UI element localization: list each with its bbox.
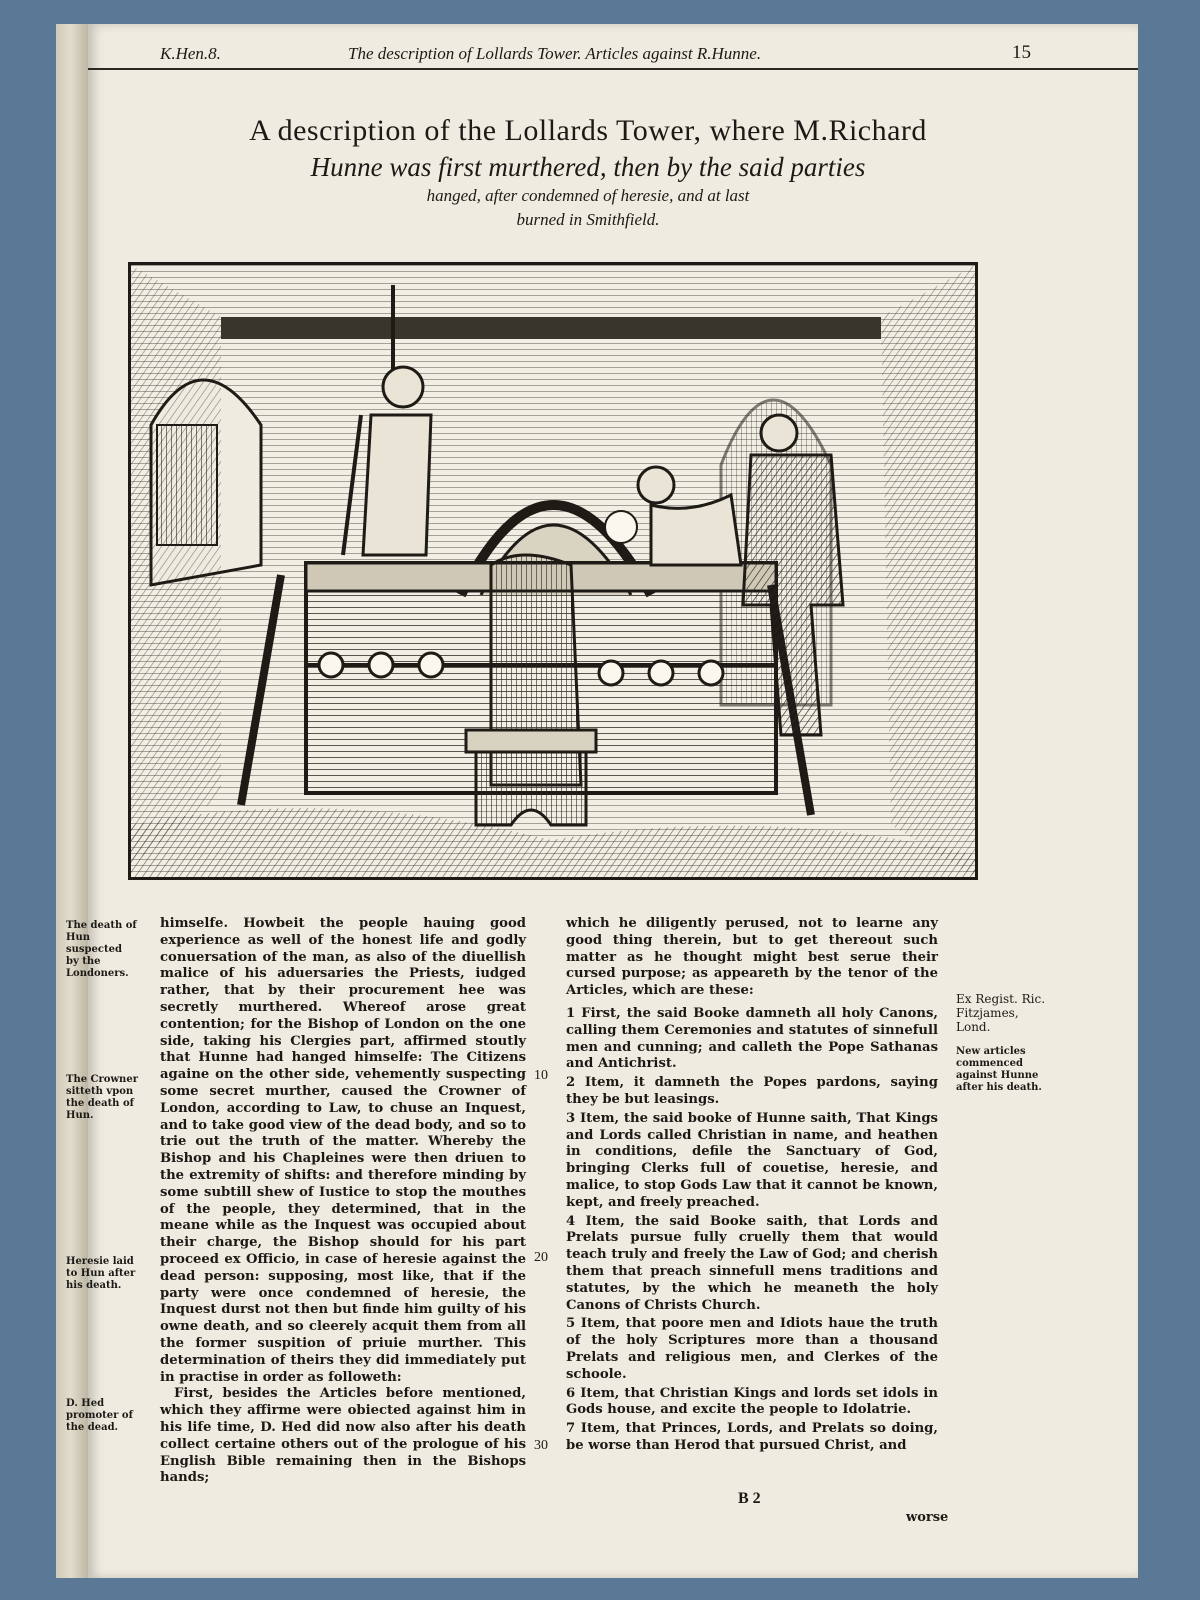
title-line-1: A description of the Lollards Tower, where M.Richard (249, 114, 927, 147)
line-number: 20 (534, 1250, 548, 1265)
catchword: worse (906, 1510, 949, 1525)
article-item: 5 Item, that poore men and Idiots haue the truth of the holy Scriptures more than a thousand Prelats and religious men, and Clerkes of the schoole. (566, 1316, 938, 1382)
margin-note-right: Ex Regist. Ric. Fitzjames, Lond. (956, 992, 1046, 1034)
paragraph: First, besides the Articles before mentioned, which they affirme were obiected against him in his life time, D. Hed did now also after his death collect certaine others out of the prologue of his English Bible remaining then in the Bishops hands; (160, 1386, 526, 1486)
paragraph: which he diligently perused, not to learne any good thing therein, but to get thereout such matter as he thought might best serue their cursed purpose; as appeareth by the tenor of the Articles, which are these: (566, 916, 938, 999)
page-number: 15 (1012, 42, 1031, 63)
margin-note-left: Heresie laid to Hun after his death. (66, 1256, 136, 1291)
margin-note-right: New articles commenced against Hunne after his death. (956, 1046, 1042, 1093)
page-title (148, 112, 1028, 232)
running-head-left: K.Hen.8. (160, 44, 221, 63)
paragraph: himselfe. Howbeit the people hauing good experience as well of the honest life and godly conuersation of the man, as also of the diuellish malice of his aduersaries the Priests, iudged rather, that by their procurement hee was secretly murthered. Whereof arose great contention; for the Bishop of London on the one side, taking his Clergies part, affirmed stoutly that Hunne had hanged himselfe: The Citizens againe on the other side, vehemently suspecting some secret murther, caused the Crowner of London, according to Law, to chuse an Inquest, and to take good view of the dead body, and so to trie out the truth of the matter. Whereby the Bishop and his Chapleines were then driuen to the extremity of shifts: and therefore minding by some subtill shew of Iustice to stop the mouthes of the people, they determined, that in the meane while as the Inquest was occupied about their charge, the Bishop should for his part proceed ex Officio, in case of heresie against the dead person: supposing, most like, that if the party were once condemned of heresie, the Inquest durst not then but finde him guilty of his owne death, and so cleerely acquit them from all the former suspition of priuie murther. This determination of theirs they did immediately put in practise in order as followeth: (160, 916, 526, 1385)
article-item: 1 First, the said Booke damneth all holy Canons, calling them Ceremonies and statutes of sinnefull men and cunning; and calleth the Pope Sathanas and Antichrist. (566, 1005, 938, 1072)
running-head (88, 34, 1138, 70)
title-line-2: Hunne was first murthered, then by the said parties (310, 152, 866, 182)
woodcut-illustration (128, 262, 978, 880)
woodcut-engraving (131, 265, 975, 877)
margin-note-left: The Crowner sitteth vpon the death of Hun. (66, 1074, 138, 1121)
article-item: 4 Item, the said Booke saith, that Lords and Prelats pursue fully cruelly them that would teach truly and freely the Law of God; and cherish them that preach sinnefull mens traditions and statutes, by the which he meaneth the holy Canons of Christs Church. (566, 1213, 938, 1313)
book-spine-edge (56, 24, 88, 1578)
article-item: 2 Item, it damneth the Popes pardons, saying they be but leasings. (566, 1075, 938, 1107)
margin-note-left: D. Hed promoter of the dead. (66, 1398, 133, 1433)
text-column-right (566, 916, 938, 1455)
line-number: 30 (534, 1438, 548, 1453)
margin-note-left: The death of Hun suspected by the Londoners. (66, 920, 137, 979)
line-number: 10 (534, 1068, 548, 1083)
article-item: 7 Item, that Princes, Lords, and Prelats so doing, be worse than Herod that pursued Christ, and (566, 1421, 938, 1453)
book-page (66, 24, 1138, 1578)
signature-mark: B 2 (738, 1490, 761, 1507)
running-head-center: The description of Lollards Tower. Articles against R.Hunne. (348, 44, 762, 63)
text-column-left (160, 916, 526, 1487)
title-line-4: burned in Smithfield. (516, 210, 660, 229)
title-line-3: hanged, after condemned of heresie, and at last (426, 186, 750, 205)
article-item: 6 Item, that Christian Kings and lords set idols in Gods house, and excite the people to Idolatrie. (566, 1385, 938, 1418)
article-item: 3 Item, the said booke of Hunne saith, That Kings and Lords called Christian in name, and heathen in conditions, defile the Sanctuary of God, bringing Clerks full of couetise, heresie, and malice, to stop Gods Law that it cannot be known, kept, and freely preached. (566, 1110, 938, 1210)
